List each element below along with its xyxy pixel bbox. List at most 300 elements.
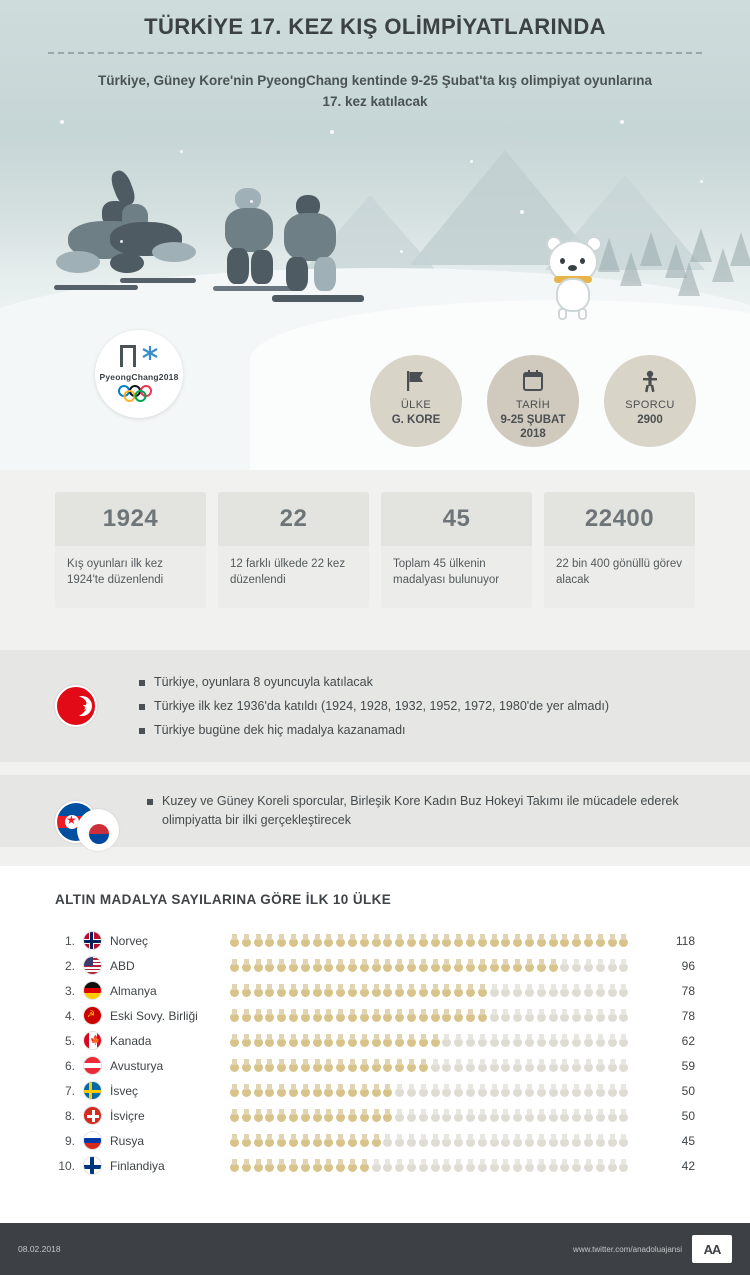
medal-icon — [466, 984, 475, 997]
medal-icon — [254, 1159, 263, 1172]
medal-icon — [254, 1034, 263, 1047]
medal-icon — [395, 984, 404, 997]
table-row — [55, 1003, 695, 1028]
hero-section — [0, 0, 750, 470]
info-circle-value: 9-25 ŞUBAT 2018 — [500, 414, 566, 440]
country-name: Almanya — [110, 983, 157, 998]
medal-icon — [301, 1159, 310, 1172]
medal-icon — [560, 1034, 569, 1047]
medal-icon — [549, 1109, 558, 1122]
medal-icon — [466, 1109, 475, 1122]
medal-icon — [619, 959, 628, 972]
medal-icon — [454, 959, 463, 972]
medal-icon — [324, 934, 333, 947]
medal-icon — [478, 959, 487, 972]
stat-text: 22 bin 400 gönüllü görev alacak — [544, 546, 695, 608]
medal-icon — [395, 1009, 404, 1022]
medal-icon — [383, 1009, 392, 1022]
medal-icon — [313, 1084, 322, 1097]
ranking-list — [55, 928, 695, 1178]
medal-icon — [525, 1134, 534, 1147]
rank-number: 7. — [64, 1083, 75, 1098]
medal-icon — [537, 1084, 546, 1097]
stat-card — [544, 492, 695, 616]
medal-icon — [584, 959, 593, 972]
medal-icon — [372, 1109, 381, 1122]
medal-icon — [466, 1084, 475, 1097]
medal-icon — [395, 1059, 404, 1072]
medal-icon — [301, 1034, 310, 1047]
medal-icon — [254, 984, 263, 997]
medal-count: 50 — [681, 1108, 695, 1123]
info-circle-title: ÜLKE — [400, 399, 432, 411]
country-flag-icon — [83, 1131, 102, 1150]
medal-icon — [348, 1159, 357, 1172]
medal-icon — [537, 1109, 546, 1122]
medal-icon — [584, 934, 593, 947]
country-flag-icon: ☭ — [83, 1006, 102, 1025]
medal-count: 96 — [681, 958, 695, 973]
medal-count: 78 — [681, 1008, 695, 1023]
medal-icon — [513, 1059, 522, 1072]
medal-icon — [619, 1059, 628, 1072]
medal-icon — [407, 1159, 416, 1172]
medal-icon — [360, 1109, 369, 1122]
medal-icon — [289, 1059, 298, 1072]
korea-notes-block — [0, 775, 750, 847]
medal-icon — [348, 1084, 357, 1097]
list-item — [139, 697, 695, 716]
medal-icon — [395, 959, 404, 972]
medal-icon — [584, 1059, 593, 1072]
medal-icon — [608, 1009, 617, 1022]
athlete-icon — [637, 369, 663, 395]
medal-icon — [336, 1159, 345, 1172]
medal-icon — [513, 959, 522, 972]
medal-icon — [549, 1059, 558, 1072]
medal-icon — [301, 1084, 310, 1097]
medal-icon — [454, 1134, 463, 1147]
medal-icon — [372, 959, 381, 972]
table-row — [55, 928, 695, 953]
footer-url: www.twitter.com/anadoluajansi — [573, 1244, 682, 1254]
medal-icon — [277, 1159, 286, 1172]
medal-icon — [360, 1009, 369, 1022]
country-name: Avusturya — [110, 1058, 164, 1073]
medal-icon — [289, 1084, 298, 1097]
medal-icon — [501, 1159, 510, 1172]
medal-icon — [490, 1159, 499, 1172]
medal-icon — [348, 1009, 357, 1022]
medal-icon — [513, 1134, 522, 1147]
medal-icon — [230, 1059, 239, 1072]
medal-icon — [537, 1059, 546, 1072]
medal-icon — [289, 959, 298, 972]
table-row — [55, 978, 695, 1003]
medal-icon — [490, 959, 499, 972]
medal-icon — [277, 1109, 286, 1122]
medal-icon — [537, 934, 546, 947]
medal-icon — [289, 934, 298, 947]
medal-icon — [289, 1109, 298, 1122]
table-row — [55, 1028, 695, 1053]
snow-dot — [330, 130, 334, 134]
medal-icon — [442, 959, 451, 972]
medal-icon — [372, 1159, 381, 1172]
snow-dot — [400, 250, 403, 253]
medal-icon — [619, 934, 628, 947]
medal-icon — [596, 934, 605, 947]
medal-icon — [324, 1059, 333, 1072]
medal-icon — [608, 1034, 617, 1047]
note-text: Türkiye bugüne dek hiç madalya kazanamadı — [154, 722, 406, 737]
info-circle-tarih — [487, 355, 579, 447]
medal-icon — [431, 934, 440, 947]
medal-icon — [242, 1134, 251, 1147]
medal-icon — [454, 1059, 463, 1072]
medal-icon — [348, 1134, 357, 1147]
medal-icon — [537, 1159, 546, 1172]
table-row — [55, 1053, 695, 1078]
medal-icon — [478, 1159, 487, 1172]
medal-icon — [584, 1134, 593, 1147]
medal-icon — [395, 934, 404, 947]
medal-icon — [383, 1109, 392, 1122]
medal-icon — [501, 1009, 510, 1022]
medal-icon — [478, 1059, 487, 1072]
medal-icon — [478, 1084, 487, 1097]
medal-icon — [324, 1109, 333, 1122]
medal-icon — [265, 1059, 274, 1072]
medal-icon — [478, 1034, 487, 1047]
medal-icon — [324, 959, 333, 972]
ranking-section — [0, 866, 750, 1226]
medal-icon — [301, 984, 310, 997]
medal-icon — [336, 934, 345, 947]
medal-icon — [289, 1159, 298, 1172]
medal-icon — [572, 959, 581, 972]
medal-icon — [572, 984, 581, 997]
tree-icon — [730, 232, 750, 266]
medal-icon — [466, 1134, 475, 1147]
info-circle-value: G. KORE — [391, 414, 441, 426]
medal-icon — [336, 1134, 345, 1147]
medal-icon — [348, 984, 357, 997]
medal-icon — [431, 1009, 440, 1022]
note-text: Kuzey ve Güney Koreli sporcular, Birleşik Kore Kadın Buz Hokeyi Takımı ile mücadele ederek olimpiyatta bir ilki gerçekleştirecek — [162, 794, 679, 827]
page-subtitle: Türkiye, Güney Kore'nin PyeongChang kentinde 9-25 Şubat'ta kış olimpiyat oyunlarına 17. kez katılacak — [97, 73, 653, 109]
medal-icon — [407, 1084, 416, 1097]
turkey-notes-block — [0, 650, 750, 762]
medal-icon — [419, 984, 428, 997]
medal-icon — [230, 959, 239, 972]
medal-icon — [360, 1059, 369, 1072]
medal-icon — [608, 934, 617, 947]
medal-icon — [537, 959, 546, 972]
medal-icon — [431, 1059, 440, 1072]
medal-icon — [442, 984, 451, 997]
medal-count: 78 — [681, 983, 695, 998]
medal-icon — [513, 1084, 522, 1097]
medal-bar — [230, 1032, 651, 1050]
medal-icon — [431, 1034, 440, 1047]
medal-icon — [407, 1109, 416, 1122]
medal-icon — [442, 1059, 451, 1072]
medal-icon — [490, 934, 499, 947]
rank-number: 3. — [64, 983, 75, 998]
medal-icon — [313, 1109, 322, 1122]
medal-icon — [466, 934, 475, 947]
medal-icon — [301, 1009, 310, 1022]
medal-icon — [242, 1084, 251, 1097]
medal-icon — [242, 1159, 251, 1172]
medal-icon — [372, 1059, 381, 1072]
medal-icon — [478, 934, 487, 947]
medal-icon — [265, 1084, 274, 1097]
medal-icon — [336, 1109, 345, 1122]
medal-icon — [608, 959, 617, 972]
medal-icon — [324, 984, 333, 997]
medal-icon — [230, 1109, 239, 1122]
stat-card — [218, 492, 369, 616]
medal-icon — [301, 1134, 310, 1147]
medal-icon — [230, 1034, 239, 1047]
medal-icon — [360, 984, 369, 997]
medal-icon — [301, 1059, 310, 1072]
medal-icon — [525, 1009, 534, 1022]
medal-icon — [265, 934, 274, 947]
medal-icon — [431, 984, 440, 997]
medal-icon — [549, 959, 558, 972]
medal-icon — [383, 1059, 392, 1072]
medal-icon — [513, 1009, 522, 1022]
medal-icon — [466, 1009, 475, 1022]
medal-icon — [348, 934, 357, 947]
medal-icon — [360, 1034, 369, 1047]
medal-icon — [419, 1059, 428, 1072]
medal-icon — [419, 959, 428, 972]
rank-number: 9. — [64, 1133, 75, 1148]
medal-icon — [584, 1009, 593, 1022]
stat-cards — [0, 492, 750, 616]
medal-count: 42 — [681, 1158, 695, 1173]
medal-icon — [442, 1134, 451, 1147]
medal-icon — [360, 1159, 369, 1172]
medal-icon — [313, 1134, 322, 1147]
medal-icon — [560, 1159, 569, 1172]
medal-icon — [513, 984, 522, 997]
medal-icon — [584, 1034, 593, 1047]
medal-icon — [442, 1084, 451, 1097]
medal-icon — [584, 1084, 593, 1097]
medal-icon — [560, 934, 569, 947]
medal-icon — [372, 1009, 381, 1022]
medal-icon — [584, 1159, 593, 1172]
medal-icon — [596, 1034, 605, 1047]
turkey-flag-wrap — [55, 685, 139, 727]
medal-icon — [407, 959, 416, 972]
medal-icon — [454, 1009, 463, 1022]
medal-icon — [419, 1109, 428, 1122]
agency-logo: AA — [692, 1235, 732, 1263]
stat-card — [55, 492, 206, 616]
rank-number: 2. — [64, 958, 75, 973]
medal-count: 118 — [675, 933, 695, 948]
medal-icon — [254, 1084, 263, 1097]
rank-number: 10. — [58, 1158, 75, 1173]
country-name: Norveç — [110, 933, 149, 948]
stat-number: 22 — [218, 492, 369, 546]
snow-dot — [700, 180, 703, 183]
short-track-skater-figure — [92, 170, 212, 300]
tree-icon — [678, 262, 700, 296]
medal-icon — [560, 1009, 569, 1022]
medal-icon — [525, 1034, 534, 1047]
medal-icon — [383, 1084, 392, 1097]
rank-number: 1. — [64, 933, 75, 948]
footer-date: 08.02.2018 — [18, 1244, 61, 1254]
country-name: ABD — [110, 958, 135, 973]
medal-icon — [560, 1059, 569, 1072]
list-item — [139, 673, 695, 692]
medal-icon — [419, 1159, 428, 1172]
medal-icon — [560, 959, 569, 972]
medal-icon — [572, 1034, 581, 1047]
medal-icon — [549, 1084, 558, 1097]
medal-icon — [313, 1059, 322, 1072]
rank-number: 5. — [64, 1033, 75, 1048]
snow-dot — [60, 120, 64, 124]
medal-icon — [478, 1009, 487, 1022]
medal-icon — [336, 1009, 345, 1022]
medal-icon — [431, 959, 440, 972]
medal-icon — [372, 1034, 381, 1047]
table-row — [55, 953, 695, 978]
medal-icon — [336, 1084, 345, 1097]
medal-icon — [525, 934, 534, 947]
country-name: Finlandiya — [110, 1158, 165, 1173]
medal-icon — [596, 1084, 605, 1097]
list-item — [147, 792, 695, 830]
medal-icon — [454, 1084, 463, 1097]
medal-icon — [289, 1009, 298, 1022]
medal-icon — [572, 1134, 581, 1147]
medal-icon — [419, 1034, 428, 1047]
note-text: Türkiye ilk kez 1936'da katıldı (1924, 1928, 1932, 1952, 1972, 1980'de yer almadı) — [154, 698, 610, 713]
medal-icon — [313, 959, 322, 972]
medal-icon — [324, 1084, 333, 1097]
medal-count: 50 — [681, 1083, 695, 1098]
medal-icon — [383, 1159, 392, 1172]
medal-icon — [360, 1084, 369, 1097]
medal-icon — [431, 1134, 440, 1147]
medal-icon — [619, 984, 628, 997]
medal-icon — [265, 959, 274, 972]
medal-icon — [454, 1109, 463, 1122]
medal-icon — [383, 1034, 392, 1047]
medal-icon — [560, 984, 569, 997]
medal-icon — [254, 959, 263, 972]
country-name: İsviçre — [110, 1108, 145, 1123]
medal-icon — [431, 1159, 440, 1172]
country-flag-icon — [83, 1081, 102, 1100]
medal-icon — [442, 1034, 451, 1047]
medal-icon — [419, 1134, 428, 1147]
medal-icon — [395, 1084, 404, 1097]
medal-icon — [277, 1059, 286, 1072]
medal-bar — [230, 982, 651, 1000]
medal-icon — [501, 1109, 510, 1122]
medal-icon — [242, 959, 251, 972]
medal-icon — [230, 1134, 239, 1147]
country-name: İsveç — [110, 1083, 139, 1098]
medal-icon — [537, 984, 546, 997]
medal-icon — [560, 1134, 569, 1147]
medal-icon — [230, 1084, 239, 1097]
medal-icon — [242, 1059, 251, 1072]
medal-icon — [572, 1009, 581, 1022]
medal-icon — [501, 1084, 510, 1097]
medal-icon — [596, 1159, 605, 1172]
medal-icon — [478, 1109, 487, 1122]
medal-icon — [572, 1109, 581, 1122]
medal-icon — [265, 984, 274, 997]
medal-icon — [289, 1034, 298, 1047]
country-flag-icon — [83, 981, 102, 1000]
medal-icon — [442, 934, 451, 947]
country-flag-icon: 🍁 — [83, 1031, 102, 1050]
medal-icon — [265, 1109, 274, 1122]
medal-icon — [407, 1059, 416, 1072]
stat-number: 45 — [381, 492, 532, 546]
medal-icon — [619, 1109, 628, 1122]
medal-icon — [336, 959, 345, 972]
medal-icon — [242, 1009, 251, 1022]
medal-icon — [372, 1134, 381, 1147]
snow-dot — [470, 160, 473, 163]
medal-icon — [513, 1159, 522, 1172]
medal-icon — [348, 959, 357, 972]
medal-icon — [572, 1159, 581, 1172]
medal-icon — [549, 1009, 558, 1022]
medal-icon — [619, 1159, 628, 1172]
medal-icon — [324, 1034, 333, 1047]
medal-icon — [277, 959, 286, 972]
table-row — [55, 1153, 695, 1178]
medal-bar — [230, 932, 651, 950]
medal-icon — [242, 1034, 251, 1047]
medal-icon — [395, 1109, 404, 1122]
tree-icon — [690, 228, 712, 262]
medal-icon — [301, 934, 310, 947]
medal-icon — [265, 1134, 274, 1147]
medal-icon — [383, 934, 392, 947]
medal-icon — [313, 1034, 322, 1047]
medal-icon — [466, 1059, 475, 1072]
medal-icon — [490, 1009, 499, 1022]
medal-count: 62 — [681, 1033, 695, 1048]
flag-icon — [403, 369, 429, 395]
medal-icon — [442, 1109, 451, 1122]
emblem-mark-icon — [95, 343, 183, 369]
medal-icon — [596, 1009, 605, 1022]
rank-number: 8. — [64, 1108, 75, 1123]
medal-icon — [419, 1009, 428, 1022]
info-circle-sporcu — [604, 355, 696, 447]
medal-icon — [513, 1034, 522, 1047]
country-flag-icon — [83, 931, 102, 950]
info-circle-value: 2900 — [637, 414, 663, 426]
